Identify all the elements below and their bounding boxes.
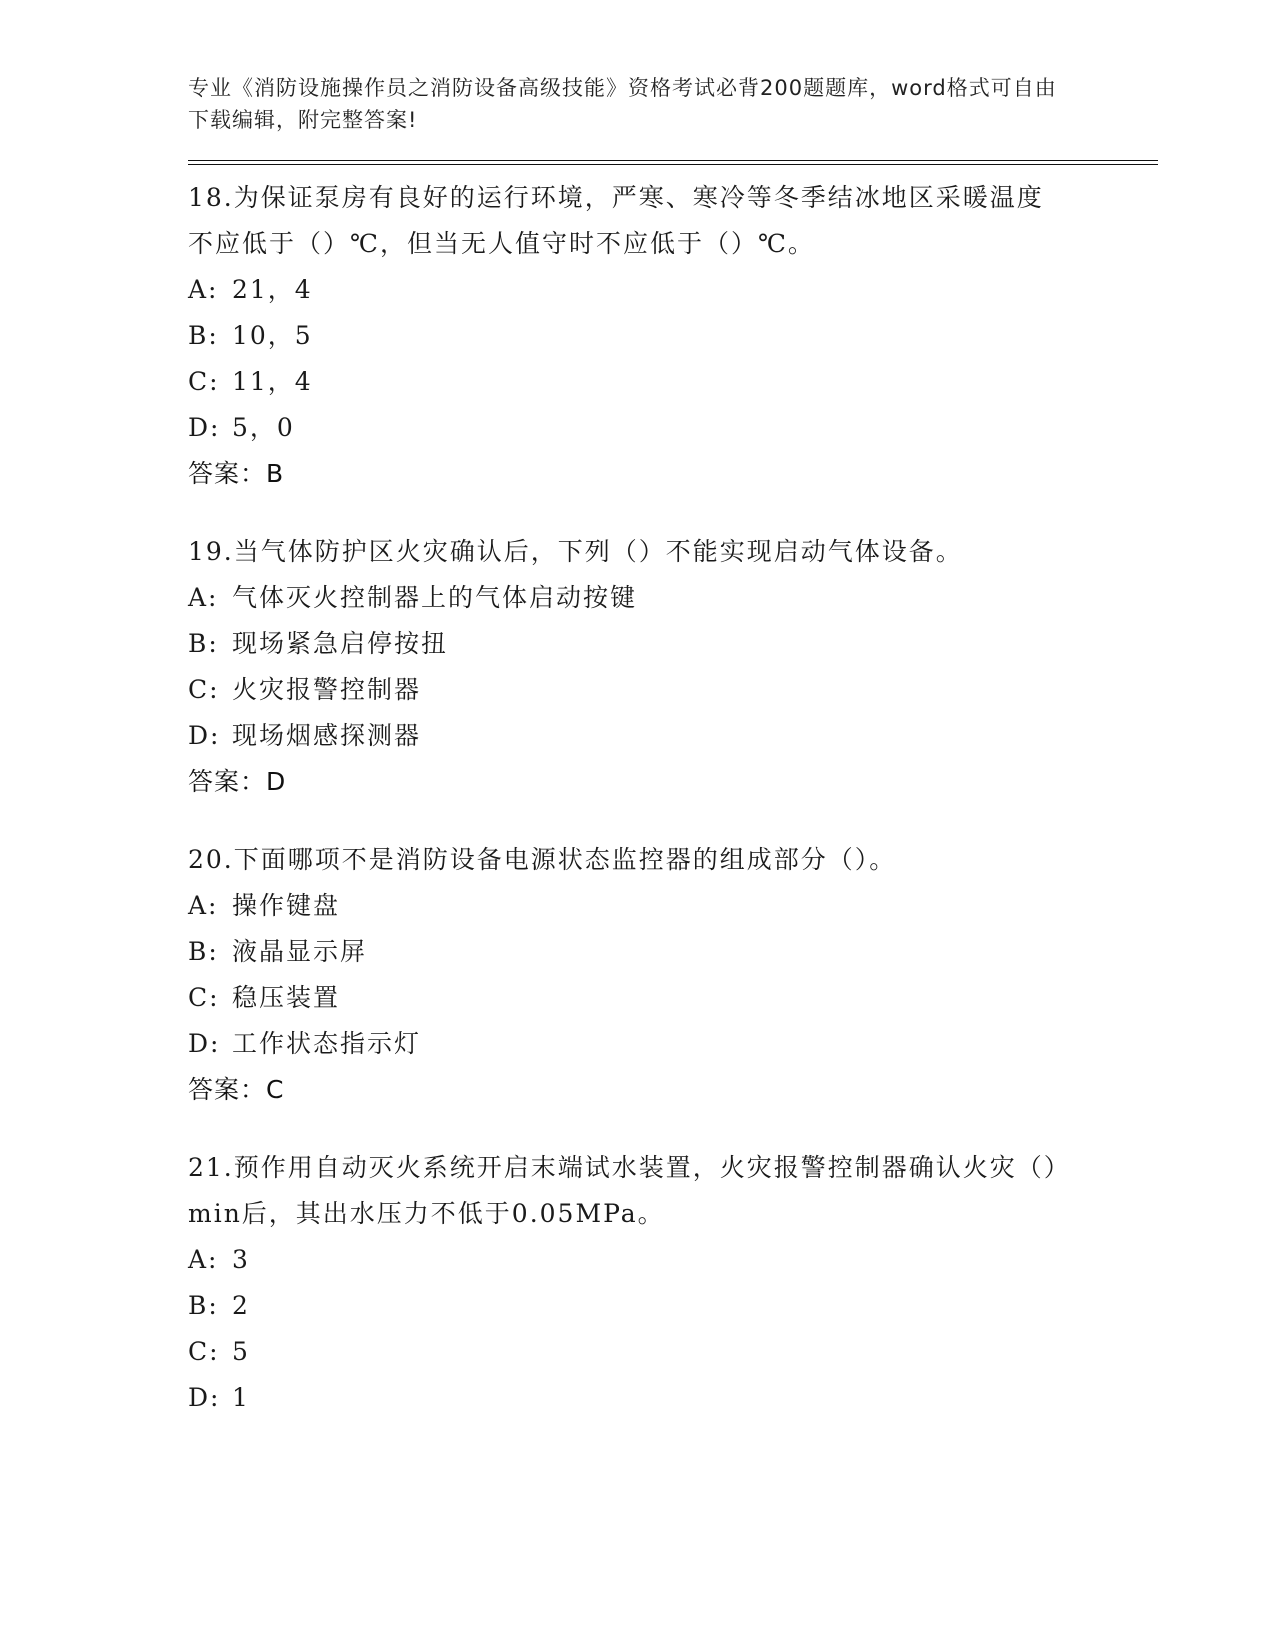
option-text: 1 (232, 1383, 250, 1412)
option-d (188, 1021, 1158, 1067)
question-stem: 20.下面哪项不是消防设备电源状态监控器的组成部分（）。 (188, 845, 897, 874)
answer-label: 答案：B (188, 459, 285, 488)
option-key: B: (188, 321, 219, 350)
option-key: A: (188, 275, 219, 304)
option-text: 5，0 (232, 413, 295, 442)
option-text: 5 (232, 1337, 250, 1366)
option-c (188, 1329, 1158, 1375)
option-key: D: (188, 721, 221, 750)
option-text: 21，4 (232, 275, 313, 304)
question-18 (188, 175, 1158, 497)
answer-label: 答案：C (188, 1075, 285, 1104)
option-key: B: (188, 1291, 219, 1320)
option-text: 操作键盘 (232, 891, 341, 920)
option-text: 现场烟感探测器 (232, 721, 422, 750)
option-text: 稳压装置 (232, 983, 341, 1012)
document-page (188, 72, 1158, 1421)
option-text: 3 (232, 1245, 250, 1274)
option-text: 液晶显示屏 (232, 937, 368, 966)
option-key: A: (188, 1245, 219, 1274)
option-text: 现场紧急启停按扭 (232, 629, 449, 658)
document-header: 专业《消防设施操作员之消防设备高级技能》资格考试必背200题题库，word格式可自由下载编辑，附完整答案! (188, 76, 1057, 132)
option-text: 火灾报警控制器 (232, 675, 422, 704)
header-divider (188, 160, 1158, 165)
option-text: 11，4 (232, 367, 313, 396)
question-stem: 21.预作用自动灭火系统开启末端试水装置，火灾报警控制器确认火灾（）min后，其出水压力不低于0.05MPa。 (188, 1153, 1059, 1228)
option-key: C: (188, 675, 220, 704)
option-b (188, 1283, 1158, 1329)
option-key: C: (188, 367, 220, 396)
option-key: C: (188, 983, 220, 1012)
option-key: B: (188, 937, 219, 966)
question-stem: 19.当气体防护区火灾确认后，下列（）不能实现启动气体设备。 (188, 537, 963, 566)
option-d (188, 713, 1158, 759)
option-a (188, 575, 1158, 621)
option-key: D: (188, 1383, 221, 1412)
question-stem: 18.为保证泵房有良好的运行环境，严寒、寒冷等冬季结冰地区采暖温度不应低于（）℃，但当无人值守时不应低于（）℃。 (188, 183, 1044, 258)
option-text: 2 (232, 1291, 250, 1320)
option-c (188, 975, 1158, 1021)
option-b (188, 313, 1158, 359)
option-key: D: (188, 1029, 221, 1058)
option-a (188, 1237, 1158, 1283)
answer-label: 答案：D (188, 767, 287, 796)
option-c (188, 667, 1158, 713)
option-c (188, 359, 1158, 405)
question-19 (188, 529, 1158, 805)
option-text: 工作状态指示灯 (232, 1029, 422, 1058)
option-a (188, 883, 1158, 929)
option-key: A: (188, 583, 219, 612)
option-d (188, 1375, 1158, 1421)
option-key: C: (188, 1337, 220, 1366)
question-20 (188, 837, 1158, 1113)
option-key: B: (188, 629, 219, 658)
option-a (188, 267, 1158, 313)
question-21 (188, 1145, 1158, 1421)
option-d (188, 405, 1158, 451)
option-text: 气体灭火控制器上的气体启动按键 (232, 583, 638, 612)
option-text: 10，5 (232, 321, 313, 350)
option-key: A: (188, 891, 219, 920)
option-key: D: (188, 413, 221, 442)
option-b (188, 621, 1158, 667)
option-b (188, 929, 1158, 975)
